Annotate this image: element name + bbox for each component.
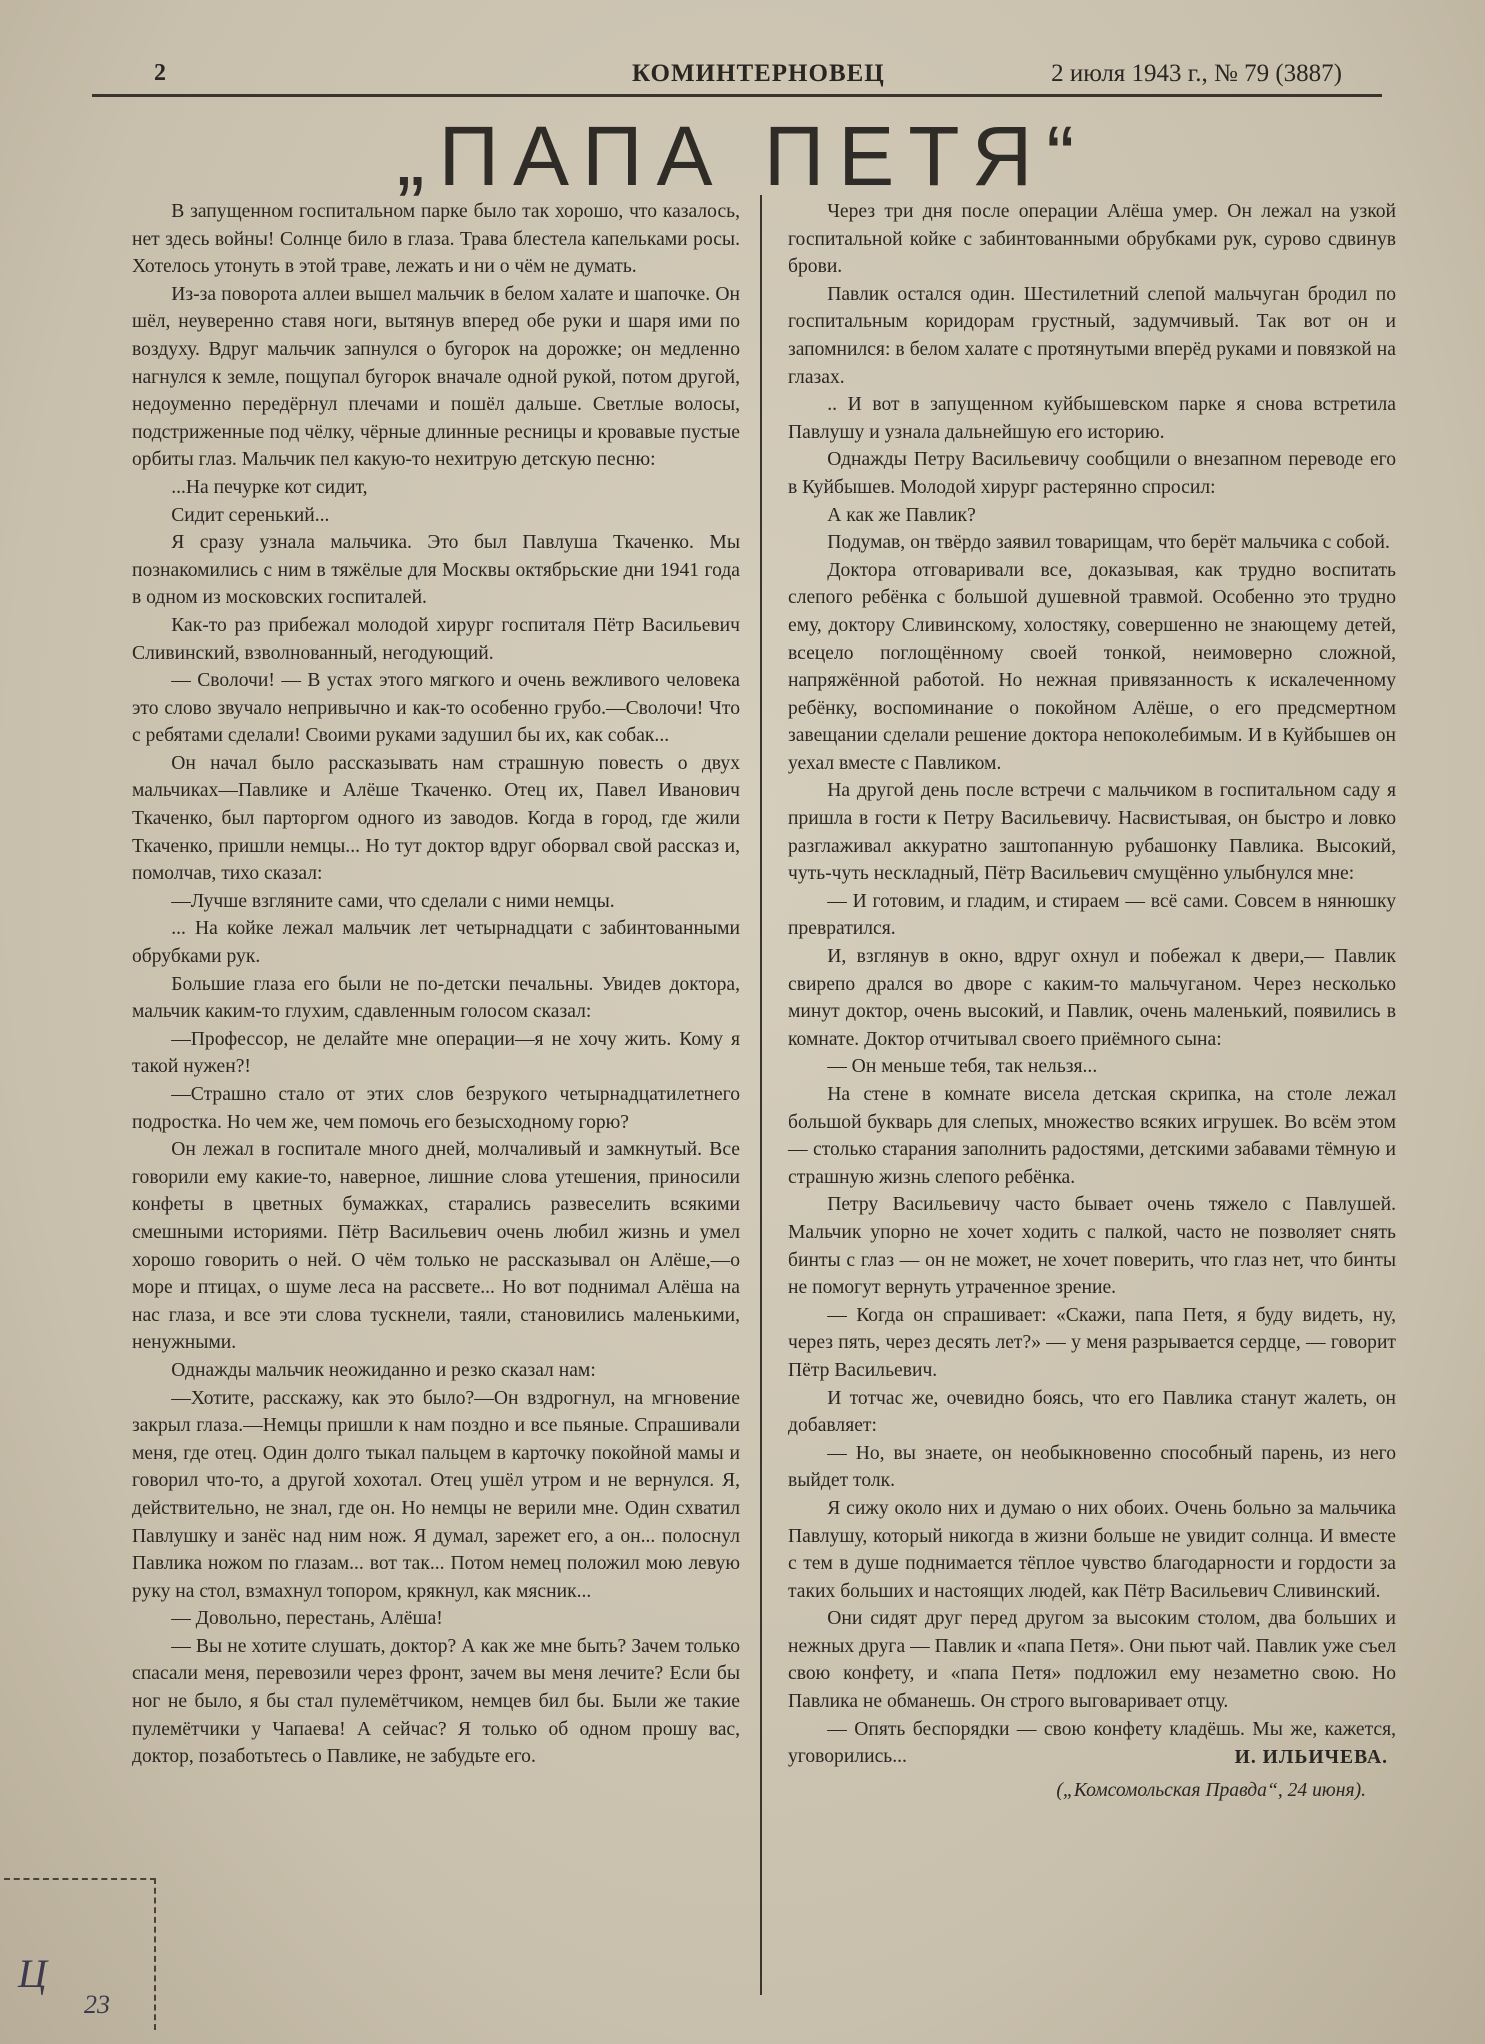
paragraph: Однажды Петру Васильевичу сообщили о внезапном переводе его в Куйбышев. Молодой хирург растерянно спросил: xyxy=(788,449,1396,498)
paragraph: Из-за поворота аллеи вышел мальчик в белом халате и шапочке. Он шёл, неуверенно ставя ноги, вытянув вперед обе руки и шаря ими по воздуху. Вдруг мальчик запнулся о бугорок на дорожке; он медленно нагнулся к земле, пощупал бугорок вначале одной рукой, потом другой, недоуменно передёрнул плечами и пошёл дальше. Светлые волосы, подстриженные под чёлку, чёрные длинные ресницы и кровавые пустые орбиты глаз. Мальчик пел какую-то нехитрую детскую песню: xyxy=(132,283,740,471)
paragraph: Я сижу около них и думаю о них обоих. Очень больно за мальчика Павлушу, который никогда в жизни больше не увидит солнца. И вместе с тем в душе поднимается тёплое чувство благодарности и гордости за таких больших и настоящих людей, как Пётр Васильевич Сливинский. xyxy=(788,1497,1396,1602)
paragraph: ... На койке лежал мальчик лет четырнадцати с забинтованными обрубками рук. xyxy=(132,918,740,968)
page-header xyxy=(92,54,1382,94)
issue-date: 2 июля 1943 г., № 79 (3887) xyxy=(1051,60,1342,87)
paragraph: —Хотите, расскажу, как это было?—Он вздрогнул, на мгновение закрыл глаза.—Немцы пришли к нам поздно и все пьяные. Спрашивали меня, где отец. Один долго тыкал пальцем в карточку покойной мамы и говорил что-то, а другой хохотал. Отец ушёл утром и не вернулся. Я, действительно, не знал, где он. Но немцы не верили мне. Один схватил Павлушку и занёс над ним нож. Я думал, зарежет его, а он... полоснул Павлика ножом по глазам... вот так... Потом немец положил мою левую руку на стол, взмахнул топором, крякнул, как мясник... xyxy=(132,1387,740,1602)
paragraph: Он начал было рассказывать нам страшную повесть о двух мальчиках—Павлике и Алёше Ткаченко. Отец их, Павел Иванович Ткаченко, был парторгом одного из заводов. Когда в город, где жили Ткаченко, пришли немцы... Но тут доктор вдруг оборвал свой рассказ и, помолчав, тихо сказал: xyxy=(132,752,740,885)
paragraph: — Вы не хотите слушать, доктор? А как же мне быть? Зачем только спасали меня, перевозили через фронт, зачем вы меня лечите? Если бы ног не было, я бы стал пулемётчиком, немцев бил бы. Были же такие пулемётчики у Чапаева! А сейчас? Я только об одном прошу вас, доктор, позаботьтесь о Павлике, не забудьте его. xyxy=(132,1635,740,1768)
paragraph: — Он меньше тебя, так нельзя... xyxy=(827,1056,1098,1078)
paragraph: — Но, вы знаете, он необыкновенно способный парень, из него выйдет толк. xyxy=(788,1442,1396,1492)
newspaper-name: КОМИНТЕРНОВЕЦ xyxy=(632,60,885,87)
paragraph: ...На печурке кот сидит, xyxy=(171,476,368,498)
column-divider xyxy=(760,195,762,1995)
paragraph: — Опять беспорядки — свою конфету кладёшь. Мы же, кажется, уговорились... xyxy=(788,1718,1396,1768)
paragraph: Доктора отговаривали все, доказывая, как трудно воспитать слепого ребёнка с большой душевной травмой. Особенно это трудно ему, доктору Сливинскому, холостяку, совершенно не знающему детей, всецело поглощённому своей тонкой, неимоверно сложной, напряжённой работой. Но нежная привязанность к искалеченному ребёнку, воспоминание о покойном Алёше, о его предсмертном завещании сделали решение доктора непоколебимым. И в Куйбышев он уехал вместе с Павликом. xyxy=(788,559,1396,774)
paragraph: —Лучше взгляните сами, что сделали с ними немцы. xyxy=(171,890,615,912)
archive-stamp xyxy=(4,1878,156,2030)
paragraph: Как-то раз прибежал молодой хирург госпиталя Пётр Васильевич Сливинский, взволнованный, негодующий. xyxy=(132,614,740,664)
paragraph: — Когда он спрашивает: «Скажи, папа Петя, я буду видеть, ну, через пять, через десять лет?» — у меня разрывается сердце, — говорит Пётр Васильевич. xyxy=(788,1304,1396,1381)
paragraph: .. И вот в запущенном куйбышевском парке я снова встретила Павлушу и узнала дальнейшую его историю. xyxy=(788,394,1396,443)
paragraph: Сидит серенький... xyxy=(171,504,330,526)
paragraph: Я сразу узнала мальчика. Это был Павлуша Ткаченко. Мы познакомились с ним в тяжёлые для Москвы октябрьские дни 1941 года в одном из московских госпиталей. xyxy=(132,532,740,609)
paragraph: — Сволочи! — В устах этого мягкого и очень вежливого человека это слово звучало непривычно и как-то особенно грубо.—Сволочи! Что с ребятами сделали! Своими руками задушил бы их, как собак... xyxy=(132,670,740,747)
paragraph: — Довольно, перестань, Алёша! xyxy=(171,1608,443,1630)
paragraph: Большие глаза его были не по-детски печальны. Увидев доктора, мальчик каким-то глухим, сдавленным голосом сказал: xyxy=(132,973,740,1023)
paragraph: На другой день после встречи с мальчиком в госпитальном саду я пришла в гости к Петру Васильевичу. Насвистывая, он быстро и ловко разглаживал аккуратно заштопанную рубашонку Павлика. Высокий, чуть-чуть нескладный, Пётр Васильевич смущённо улыбнулся мне: xyxy=(788,780,1396,885)
paragraph: Петру Васильевичу часто бывает очень тяжело с Павлушей. Мальчик упорно не хочет ходить с палкой, часто не позволяет снять бинты с глаз — он не может, не хочет поверить, что глаз нет, что бинты не помогут вернуть утраченное зрение. xyxy=(788,1194,1396,1299)
paragraph: Он лежал в госпитале много дней, молчаливый и замкнутый. Все говорили ему какие-то, наверное, лишние слова утешения, приносили конфеты в цветных бумажках, старались развеселить всякими смешными историями. Пётр Васильевич очень любил жизнь и умел хорошо говорить о ней. О чём только не рассказывал он Алёше,—о море и птицах, о шуме леса на рассвете... Но вот поднимал Алёша на нас глаза, и все эти слова тускнели, таяли, становились маленькими, ненужными. xyxy=(132,1139,740,1354)
paragraph: И, взглянув в окно, вдруг охнул и побежал к двери,— Павлик свирепо дрался во дворе с каким-то мальчуганом. Через несколько минут доктор, очень высокий, и Павлик, очень маленький, появились в комнате. Доктор отчитывал своего приёмного сына: xyxy=(788,946,1396,1050)
author-signature: И. ИЛЬИЧЕВА. xyxy=(1234,1746,1388,1768)
stamp-mark: Ц xyxy=(18,1951,47,1996)
article-title: „ПАПА ПЕТЯ“ xyxy=(396,109,1089,203)
paragraph: — И готовим, и гладим, и стираем — всё сами. Совсем в нянюшку превратился. xyxy=(788,890,1396,940)
paragraph: Они сидят друг перед другом за высоким столом, два больших и нежных друга — Павлик и «папа Петя». Они пьют чай. Павлик уже съел свою конфету, и «папа Петя» подложил ему незаметно свою. Но Павлика не обманешь. Он строго выговаривает отцу. xyxy=(788,1608,1396,1713)
paragraph: В запущенном госпитальном парке было так хорошо, что казалось, нет здесь войны! Солнце било в глаза. Трава блестела капельками росы. Хотелось утонуть в этой траве, лежать и ни о чём не думать. xyxy=(132,201,740,278)
paragraph: И тотчас же, очевидно боясь, что его Павлика станут жалеть, он добавляет: xyxy=(788,1387,1396,1437)
left-column xyxy=(132,198,740,1771)
paragraph: Подумав, он твёрдо заявил товарищам, что берёт мальчика с собой. xyxy=(827,532,1390,554)
source-citation: („Комсомольская Правда“, 24 июня). xyxy=(1056,1780,1366,1802)
paragraph: На стене в комнате висела детская скрипка, на столе лежал большой букварь для слепых, множество всяких игрушек. Во всём этом — столько старания заполнить радостями, детскими забавами тёмную и страшную жизнь слепого ребёнка. xyxy=(788,1084,1396,1188)
header-rule xyxy=(92,94,1382,97)
paragraph: —Профессор, не делайте мне операции—я не хочу жить. Кому я такой нужен?! xyxy=(132,1028,740,1078)
paragraph: А как же Павлик? xyxy=(827,504,976,526)
paragraph: —Страшно стало от этих слов безрукого четырнадцатилетнего подростка. Но чем же, чем помочь его безысходному горю? xyxy=(132,1084,740,1133)
paragraph: Через три дня после операции Алёша умер. Он лежал на узкой госпитальной койке с забинтованными обрубками рук, сурово сдвинув брови. xyxy=(788,201,1396,278)
paragraph: Павлик остался один. Шестилетний слепой мальчуган бродил по госпитальным коридорам грустный, задумчивый. Так вот он и запомнился: в белом халате с протянутыми вперёд руками и повязкой на глазах. xyxy=(788,283,1396,388)
stamp-number: 23 xyxy=(84,1990,110,2019)
paragraph: Однажды мальчик неожиданно и резко сказал нам: xyxy=(171,1359,596,1381)
right-column xyxy=(788,198,1396,1805)
page-number: 2 xyxy=(154,60,166,86)
